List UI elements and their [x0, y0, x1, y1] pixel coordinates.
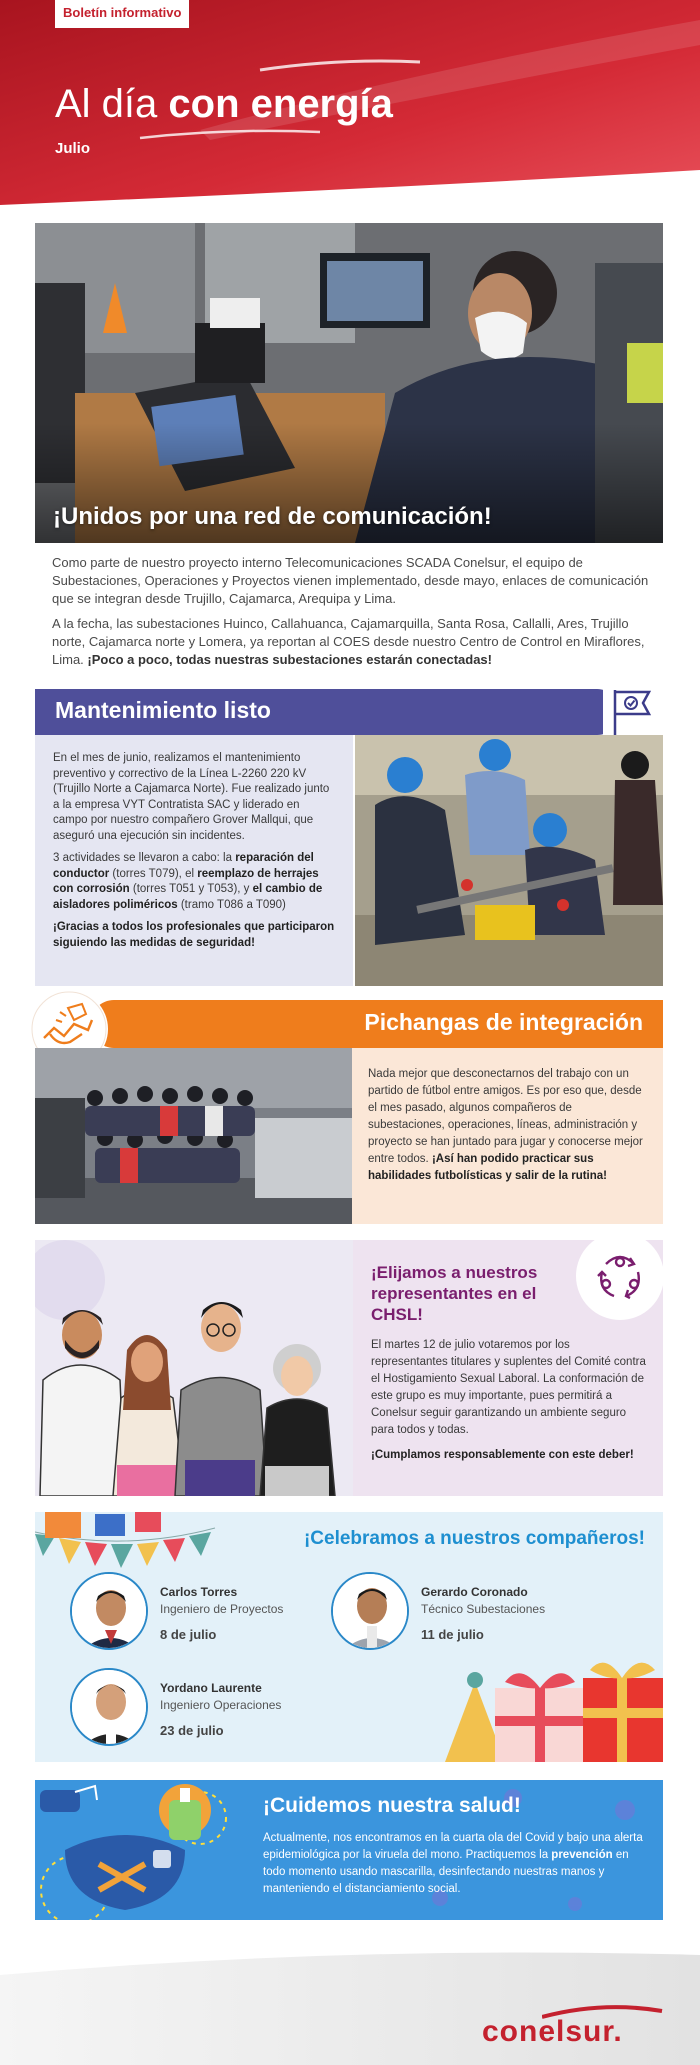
section6-title: ¡Cuidemos nuestra salud!	[263, 1794, 521, 1817]
section1-paragraph-2	[52, 615, 652, 669]
birthdays-section	[35, 1512, 663, 1762]
section4-text	[371, 1337, 647, 1464]
section1-title: ¡Unidos por una red de comunicación!	[53, 503, 492, 530]
section4-title: ¡Elijamos a nuestros representantes en el CHSL!	[371, 1263, 538, 1324]
section2-header-bar	[35, 689, 620, 735]
s2-p2-e: (torres T051 y T053), y	[129, 883, 253, 895]
section6-text	[263, 1830, 653, 1898]
section2-paragraph-1: En el mes de junio, realizamos el mantenimiento preventivo y correctivo de la Línea L-2260 220 kV (Trujillo Norte a Cajamarca Norte). Fue realizado junto a la empresa VYT Contratista SAC y liderado en campo por nuestro compañero Grover Mallqui, que aseguró una ejecución sin incidentes.	[53, 752, 330, 842]
section4-p2-bold: ¡Cumplamos responsablemente con este deber!	[371, 1449, 634, 1461]
title-light: Al día	[55, 82, 169, 126]
section3-title: Pichangas de integración	[364, 1009, 643, 1035]
section1-body	[52, 554, 652, 676]
avatar	[70, 1572, 148, 1650]
s2-p2-f: el cambio de aisladores poliméricos	[53, 883, 323, 911]
avatar	[331, 1572, 409, 1650]
section2-body	[35, 735, 353, 986]
month-label: Julio	[55, 140, 91, 157]
section2-paragraph-3	[53, 920, 337, 951]
section3-text-bold: ¡Así han podido practicar sus habilidades futbolísticas y salir de la rutina!	[368, 1153, 608, 1182]
title-bold: con energía	[168, 82, 393, 126]
maintenance-crew-photo	[355, 735, 663, 986]
s6-text-c: en todo momento usando mascarilla, desinfectando nuestras manos y manteniendo el distanciamiento social.	[263, 1849, 629, 1895]
s6-text-a: Actualmente, nos encontramos en la cuarta ola del Covid y bajo una alerta epidemiológica por la viruela del mono. Practiquemos la	[263, 1832, 643, 1861]
person-birthday: 23 de julio	[160, 1723, 224, 1738]
section1-p2-bold: ¡Poco a poco, todas nuestras subestaciones estarán conectadas!	[87, 652, 492, 667]
section5-title: ¡Celebramos a nuestros compañeros!	[303, 1528, 645, 1549]
recycle-people-icon	[576, 1232, 664, 1320]
person-role: Técnico Subestaciones	[421, 1602, 546, 1616]
section4-paragraph-1: El martes 12 de julio votaremos por los representantes titulares y suplentes del Comité contra el Hostigamiento Sexual Laboral. La conformación de este grupo es muy importante, pues permitirá a Conelsur seguir garantizando un ambiente seguro para todos y todas.	[371, 1339, 646, 1436]
person-info	[160, 1584, 283, 1643]
scada-photo-illustration	[35, 223, 663, 543]
person-birthday: 11 de julio	[421, 1627, 484, 1642]
logo-text: conelsur.	[482, 2015, 623, 2048]
s2-p2-a: 3 actividades se llevaron a cabo: la	[53, 852, 236, 864]
section4-paragraph-2	[371, 1447, 647, 1464]
person-role: Ingeniero Operaciones	[160, 1698, 282, 1712]
scada-team-photo	[35, 223, 663, 543]
conelsur-logo	[482, 2005, 662, 2055]
s2-p2-b: reparación del conductor	[53, 852, 314, 880]
person-info	[421, 1584, 545, 1643]
flag-check-icon	[603, 686, 663, 738]
section3-text: Nada mejor que desconectarnos del trabajo con un partido de fútbol entre amigos. Es por eso que, desde el mes pasado, algunos compañeros de subestaciones, operaciones, líneas, administración y proyecto se han juntado para jugar y conocerse mejor entre todos.	[368, 1068, 643, 1165]
footer	[0, 1945, 700, 2065]
header-banner	[0, 0, 700, 205]
s2-p2-d: reemplazo de herrajes con corrosión	[53, 867, 319, 895]
section1-p2-text: A la fecha, las subestaciones Huinco, Callahuanca, Cajamarquilla, Santa Rosa, Callalli, Ares, Trujillo norte, Cajamarca norte y Lomera, ya reportan al COES desde nuestro Centro de Control en Miraflores, Lima.	[52, 616, 645, 667]
s2-p3-bold: ¡Gracias a todos los profesionales que participaron siguiendo las medidas de seguridad!	[53, 921, 335, 949]
page-title	[55, 82, 393, 126]
person-info	[160, 1680, 281, 1739]
person-name: Gerardo Coronado	[421, 1585, 528, 1599]
person-birthday: 8 de julio	[160, 1627, 217, 1642]
person-role: Ingeniero de Proyectos	[160, 1602, 284, 1616]
s2-p2-g: (tramo T086 a T090)	[177, 898, 286, 911]
health-section	[35, 1780, 663, 1920]
section2-title: Mantenimiento listo	[55, 697, 271, 723]
avatar	[70, 1668, 148, 1746]
person-name: Yordano Laurente	[160, 1681, 262, 1695]
s6-text-b: prevención	[551, 1849, 613, 1861]
football-team-photo	[35, 1048, 352, 1224]
newsletter-tag: Boletín informativo	[55, 0, 189, 28]
section3-header-bar	[90, 1000, 663, 1048]
employees-illustration	[35, 1240, 353, 1496]
section1-paragraph-1: Como parte de nuestro proyecto interno Telecomunicaciones SCADA Conelsur, el equipo de Subestaciones, Operaciones y Proyectos vienen implementado, desde mayo, enlaces de comunicación que se integran desde Trujillo, Cajamarca, Arequipa y Lima.	[52, 555, 649, 606]
section2-paragraph-2	[53, 851, 337, 913]
section3-body	[352, 1048, 663, 1224]
s2-p2-c: (torres T079), el	[109, 867, 198, 880]
person-name: Carlos Torres	[160, 1585, 238, 1599]
